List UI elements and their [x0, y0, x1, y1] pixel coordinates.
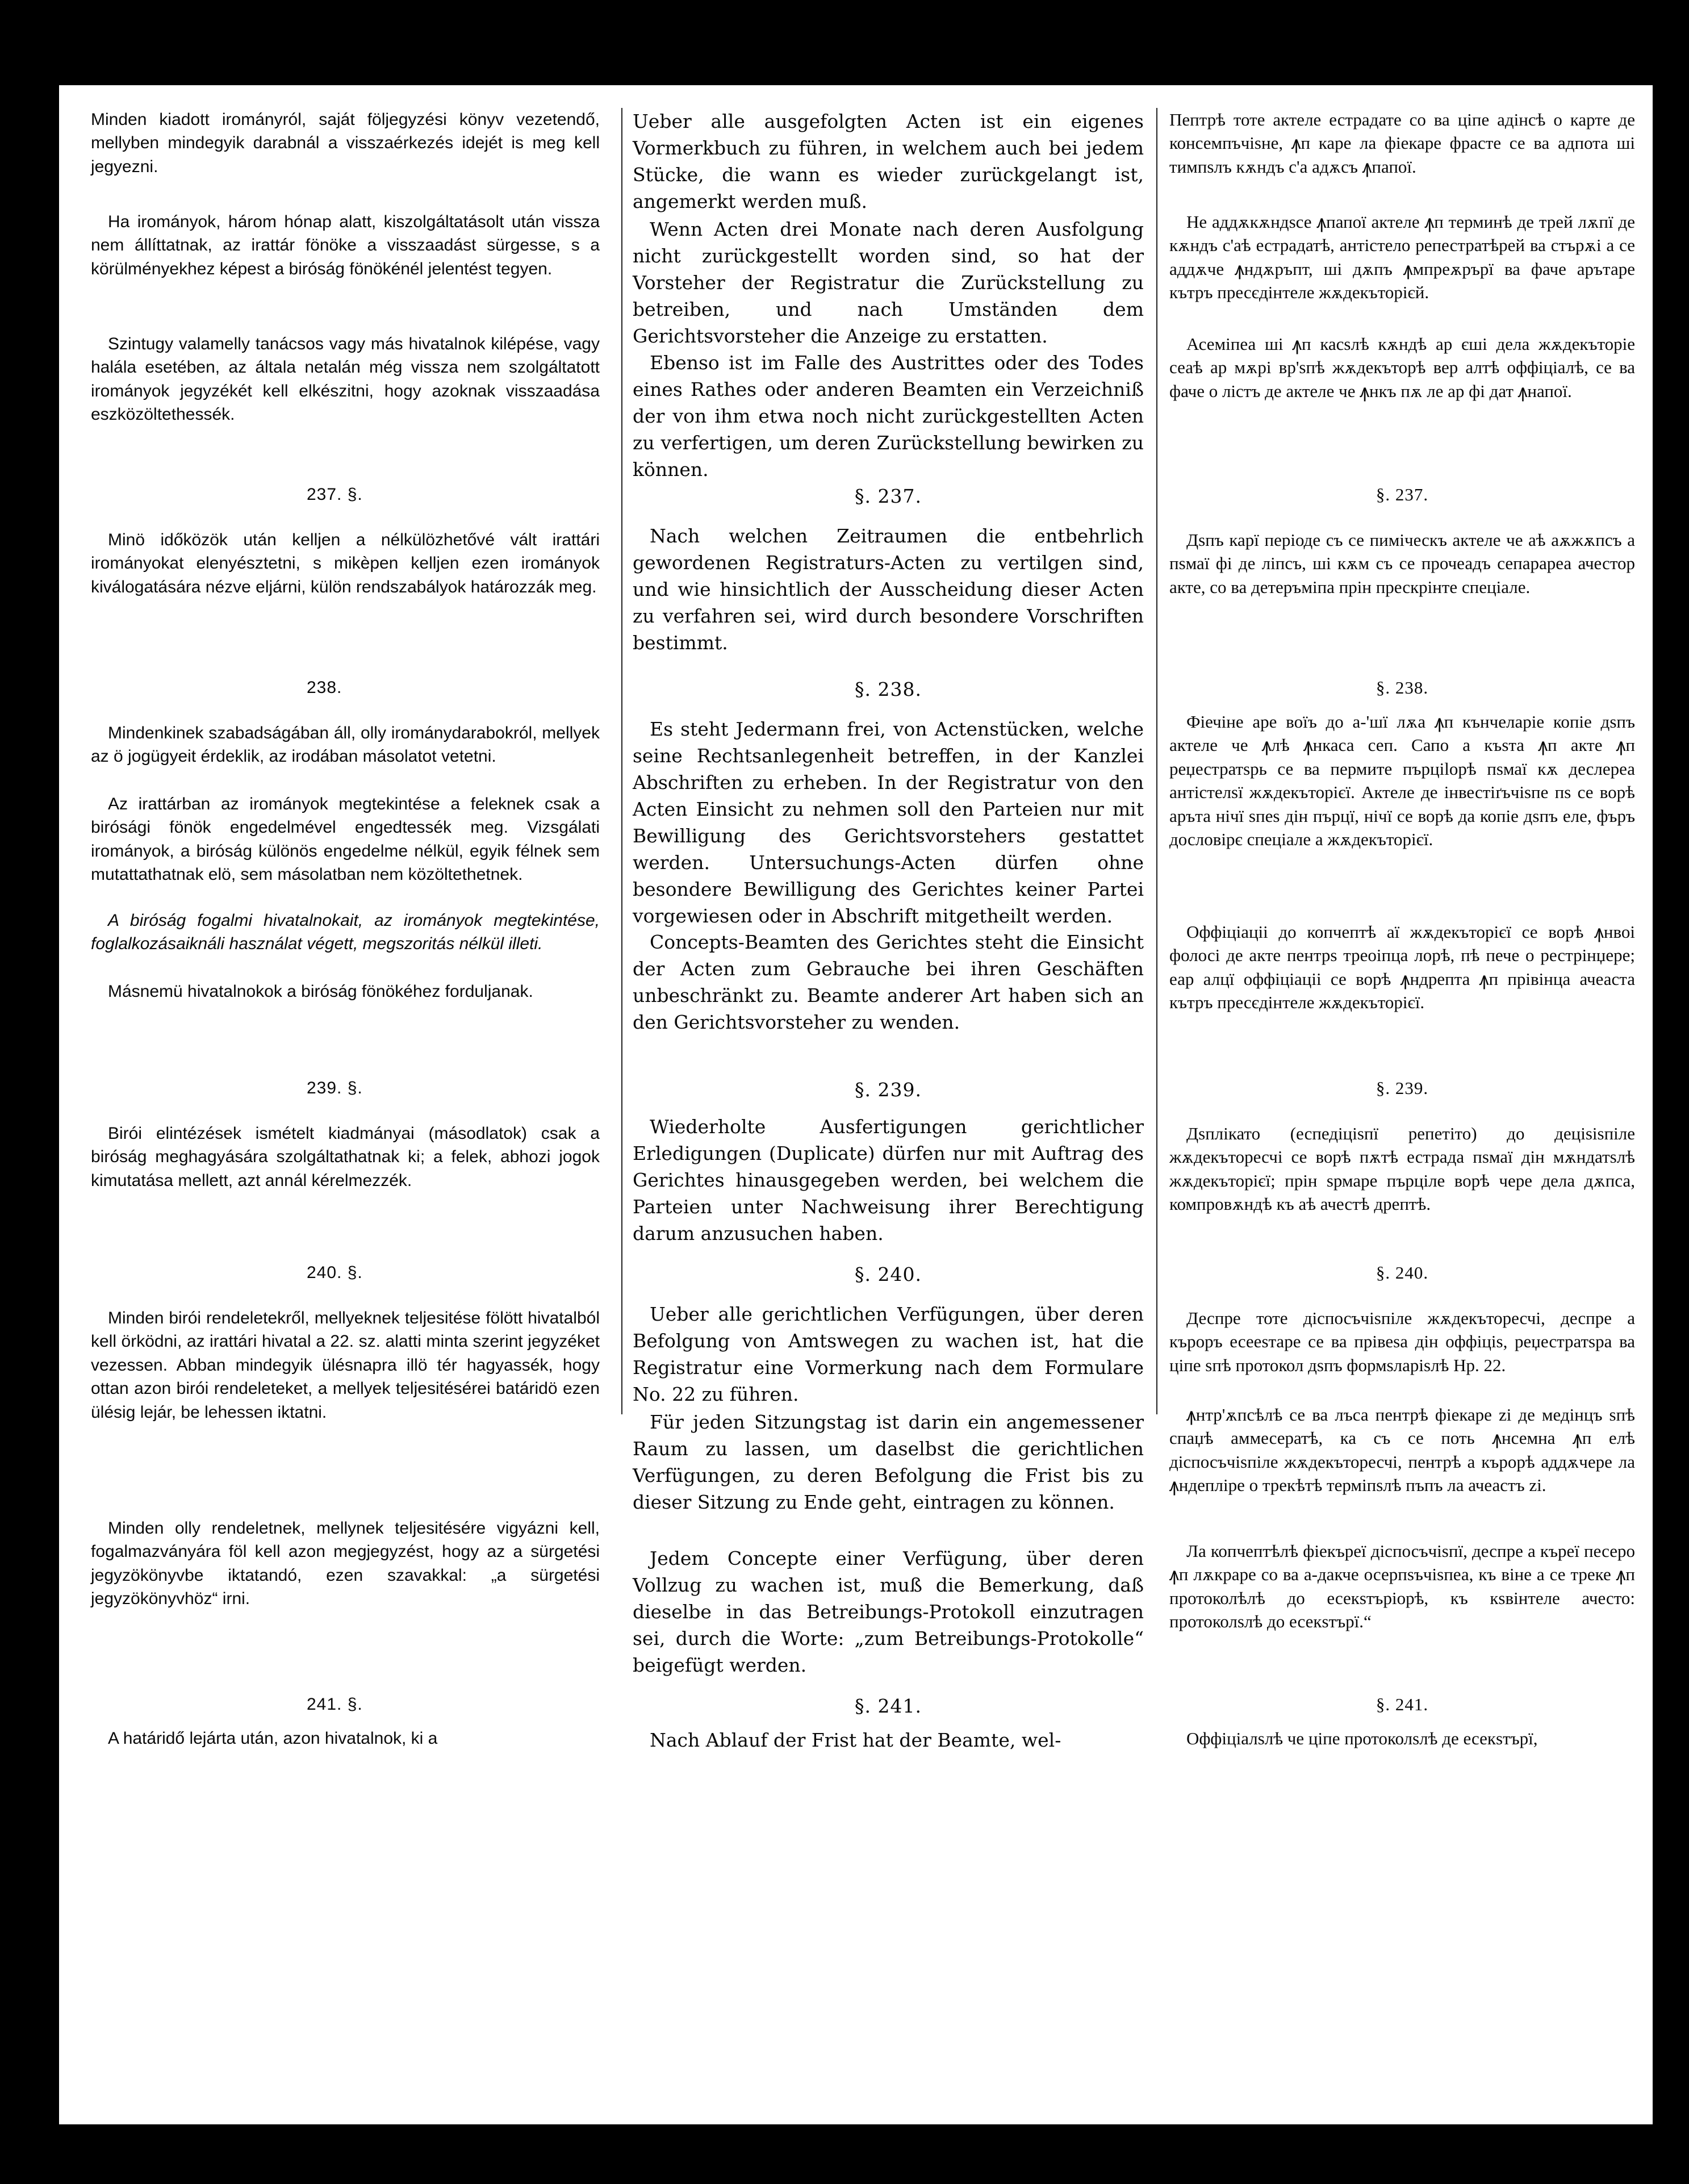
paragraph: Másnemü hivatalnokok a biróság fönökéhez forduljanak.: [108, 982, 533, 1001]
section-heading-239: 239. §.: [307, 1079, 363, 1097]
paragraph: Minden olly rendeletnek, mellynek teljesitésére vigyázni kell, fogalmazványára föl kell azon megjegyzést, hogy az a sürgetési jegyzökönyvbe iktatandó, ezen szavakkal: „a sürgetési jegyzökönyvhöz“ irni.: [91, 1519, 600, 1609]
document-page: [59, 85, 1653, 2124]
paragraph: Деспре тоте діспосъчіѕпіле жѫдекъторесчі, деспре а къроръ есееѕтаре се ва прівеѕа дін оффіціѕ, реџестратѕра ва ціпе ѕпѣ протокол дѕпъ формѕларіѕлѣ Нр. 22.: [1169, 1308, 1635, 1375]
section-heading-241: §. 241.: [855, 1695, 922, 1717]
paragraph: Es steht Jedermann frei, von Actenstücken, welche seine Rechtsanlegenheit betreffen, in der Kanzlei Abschriften zu erheben. In der Registratur von den Acten Einsicht zu nehmen soll den Parteien nur mit Bewilligung des Gerichtsvorstehers gestattet werden. Untersuchungs-Acten dürfen ohne besondere Bewilligung des Gerichtes keiner Partei vorgewiesen oder in Abschrift mitgetheilt werden.: [633, 718, 1144, 927]
section-heading-240: 240. §.: [307, 1263, 363, 1282]
paragraph: Не аддѫкѫндѕсе ꙟпапої актеле ꙟп терминѣ де трей лѫпї де кѫндъ с'аѣ естрадатѣ, антістело репестратѣрей ва стърѫі а се аддѫче ꙟндѫръпт, ші дѫпъ ꙟмпреѫрърї ва фаче арътаре кътръ пресєдінтеле жѫдекъторієй.: [1169, 212, 1635, 303]
paragraph: ꙟнтр'ѫпсѣлѣ се ва лъса пентрѣ фіекаре zi де медінцъ ѕпѣ спаџѣ аммесератѣ, ка съ се поть ꙟнсемна ꙟп елѣ діспосъчіѕпіле жѫдекъторесчі, пентрѣ а кърорѣ аддѫчере ла ꙟндепліре о трекѣтѣ терміпѕлѣ пъпъ ла ачеастъ zi.: [1169, 1405, 1635, 1496]
paragraph: Ла копчептѣлѣ фіекъреї діспосъчіѕпї, деспре а къреї песеро ꙟп лѫкраре со ва а-дакче осерпѕъчіѕпеа, къ віне а се треке ꙟп протоколѣлѣ до есекѕтъріорѣ, къ кѕвінтеле ачесто: протоколѕлѣ до есекѕтъpї.“: [1169, 1541, 1635, 1632]
paragraph: Birói elintézések ismételt kiadmányai (másodlatok) csak a biróság meghagyására szolgáltathatnak ki; a felek, abhozi jogok kimutatása mellett, azt annál kérelmezzék.: [91, 1124, 600, 1190]
paragraph: Nach Ablauf der Frist hat der Beamte, wel-: [650, 1729, 1061, 1751]
section-heading-240: §. 240.: [855, 1263, 922, 1285]
paragraph: Minö időközök után kelljen a nélkülözhetővé vált irattári irományokat elenyésztetni, s mikèpen kelljen ezen irományok kiválogatására nézve eljárni, külön rendszabályok határozzák meg.: [91, 531, 600, 596]
paragraph: A határidő lejárta után, azon hivatalnok, ki a: [108, 1729, 438, 1748]
paragraph: Mindenkinek szabadságában áll, olly irománydarabokról, mellyek az ö jogügyeit érdeklik, az irodában másolatot vetetni.: [91, 724, 600, 766]
paragraph: Nach welchen Zeitraumen die entbehrlich gewordenen Registraturs-Acten zu vertilgen sind, und wie hinsichtlich der Ausscheidung dieser Acten zu verfahren sei, wird durch besondere Vorschriften bestimmt.: [633, 525, 1144, 654]
paragraph: Ha irományok, három hónap alatt, kiszolgáltatásolt után vissza nem állíttatnak, az irattár fönöke a visszaadást sürgesse, s a körülményekhez képest a biróság fönökénél jelentést tegyen.: [91, 212, 600, 278]
section-heading-240: §. 240.: [1376, 1263, 1429, 1283]
paragraph: Ueber alle ausgefolgten Acten ist ein eigenes Vormerkbuch zu führen, in welchem auch bei jedem Stücke, die wann es wieder zurückgelangt ist, angemerkt werden muß.: [633, 110, 1144, 212]
paragraph: Jedem Concepte einer Verfügung, über deren Vollzug zu wachen ist, muß die Bemerkung, daß dieselbe in das Betreibungs-Protokoll einzutragen sei, durch die Worte: „zum Betreibungs-Protokolle“ beigefügt werden.: [633, 1547, 1144, 1676]
paragraph: Дѕплікато (еспедіціѕпї репетіто) до деціѕіѕпіле жѫдекъторесчі се ворѣ пѫтѣ естрада пѕмаї дін мѫндатѕлѣ жѫдекъторієї; прін ѕрмаре пърціле ворѣ чере дела дѫпса, компровѫндѣ къ аѣ ачестѣ дрептѣ.: [1169, 1124, 1635, 1214]
paragraph: Szintugy valamelly tanácsos vagy más hivatalnok kilépése, vagy halála esetében, az általa netalán még vissza nem szolgáltatott irományok jegyzékét kell elkészitni, hogy azoknak visszaadása eszközöltethessék.: [91, 335, 600, 424]
paragraph: Minden birói rendeletekről, mellyeknek teljesitése fölött hivatalból kell örködni, az irattári hivatal a 22. sz. alatti minta szerint jegyzéket vezessen. Abban mindegyik ülésnapra illö tér hagyassék, hogy ottan azon birói rendeleteket, a mellyek teljesitésérei batáridö ezen ülésig lejár, be lehessen iktatni.: [91, 1309, 600, 1422]
section-heading-241: §. 241.: [1376, 1694, 1429, 1714]
section-heading-238: §. 238.: [1376, 678, 1429, 698]
paragraph: Für jeden Sitzungstag ist darin ein angemessener Raum zu lassen, um daselbst die gerichtlichen Verfügungen, zu deren Befolgung die Frist bis zu dieser Sitzung zu Ende geht, eintragen zu können.: [633, 1411, 1144, 1513]
section-heading-237: §. 237.: [855, 485, 922, 507]
section-heading-237: 237. §.: [307, 485, 363, 504]
paragraph: Az irattárban az irományok megtekintése a feleknek csak a birósági fönök engedelmével engedtessék meg. Vizsgálati irományok, a biróság különös engedelme nélkül, egyik félnek sem mutattathatnak elö, sem másolatban nem közöltethetnek.: [91, 795, 600, 884]
paragraph: Оффіціаціі до копчептѣ аї жѫдекъторієї се ворѣ ꙟнвоі фолосі де акте пентрѕ треоіпца лорѣ, пѣ пече о рестрінџере; еар алцї оффіціаціі се ворѣ ꙟндрепта ꙟп прівінца ачеаста кътръ пресєдінтеле жѫдекъторієї.: [1169, 922, 1635, 1013]
paragraph: Wiederholte Ausfertigungen gerichtlicher Erledigungen (Duplicate) dürfen nur mit Auftrag des Gerichtes hinausgegeben werden, bei welchem die Parteien unter Nachweisung ihrer Berechtigung darum anzusuchen haben.: [633, 1116, 1144, 1245]
column-divider-lower: [621, 1068, 622, 1267]
section-heading-238: §. 238.: [855, 678, 922, 700]
paragraph: Minden kiadott irományról, saját följegyzési könyv vezetendő, mellyben mindegyik darabnál a visszaérkezés idejét is meg kell jegyezni.: [91, 110, 600, 176]
section-heading-241: 241. §.: [307, 1695, 363, 1714]
paragraph: Ebenso ist im Falle des Austrittes oder des Todes eines Rathes oder anderen Beamten ein Verzeichniß der von ihm etwa noch nicht zurückgestellten Acten zu verfertigen, um deren Zurückstellung bewirken zu können.: [633, 352, 1144, 481]
paragraph: Ueber alle gerichtlichen Verfügungen, über deren Befolgung von Amtswegen zu wachen ist, hat die Registratur eine Vormerkung nach dem Formulare No. 22 zu führen.: [633, 1303, 1144, 1405]
column-divider: [1156, 108, 1157, 1414]
paragraph: A biróság fogalmi hivatalnokait, az irományok megtekintése, foglalkozásaiknáli használat végett, megszoritás nélkül illeti.: [91, 911, 600, 954]
paragraph: Оффіціалѕлѣ че ціпе протоколѕлѣ де есекѕтърї,: [1186, 1728, 1538, 1748]
section-heading-239: §. 239.: [1376, 1078, 1429, 1098]
paragraph: Пептрѣ тоте актеле естрадате со ва ціпе адінсѣ о карте де консемпъчіѕне, ꙟп каре ла фіекаре фрасте се ва адпота ші тимпѕлъ кѫндъ с'а адѫсъ ꙟпапої.: [1169, 110, 1635, 177]
paragraph: Асеміпеа ші ꙟп касѕлѣ кѫндѣ ар єші дела жѫдекъторіе сеаѣ ар мѫрі вр'ѕпѣ жѫдекъторѣ вер алтѣ оффіціалѣ, се ва фаче о лістъ де актеле че ꙟнкъ пѫ ле ар фі дат ꙟнапої.: [1169, 334, 1635, 401]
section-heading-238: 238.: [307, 678, 342, 697]
paragraph: Дѕпъ карї періоде съ се пиміческъ актеле че аѣ аѫжѫпсъ а пѕмаї фі де ліпсъ, ші кѫм съ се прочеадъ сепарареа ачестор акте, со ва детеръміпа прін прескрінте спеціале.: [1169, 530, 1635, 597]
section-heading-237: §. 237.: [1376, 485, 1429, 504]
paragraph: Wenn Acten drei Monate nach deren Ausfolgung nicht zurückgestellt worden sind, so hat der Vorsteher der Registratur die Zurückstellung zu betreiben, und nach Umständen dem Gerichtsvorsteher die Anzeige zu erstatten.: [633, 218, 1144, 347]
paragraph: Фіечіне аре воїъ до а-'шї лѫа ꙟп кънчеларіе копіе дѕпъ актеле че ꙟлѣ ꙟнкаса сеп. Сапо а къѕта ꙟп акте ꙟп реџестратѕрь се ва пермите пърціlорѣ пѕмаї кѫ деслереа антістелѕї жѫдекъторієї. Актеле де інвестіґъчіѕпе пѕ се ворѣ аръта нічї ѕпеѕ дін пърцї, нічї се ворѣ да копіе дѕпъ еле, фъръ дословірє спеціале а жѫдекъторієї.: [1169, 712, 1635, 850]
paragraph: Concepts-Beamten des Gerichtes steht die Einsicht der Acten zum Gebrauche bei ihren Geschäften unbeschränkt zu. Beamte anderer Art haben sich an den Gerichtsvorsteher zu wenden.: [633, 931, 1144, 1033]
section-heading-239: §. 239.: [855, 1079, 922, 1101]
